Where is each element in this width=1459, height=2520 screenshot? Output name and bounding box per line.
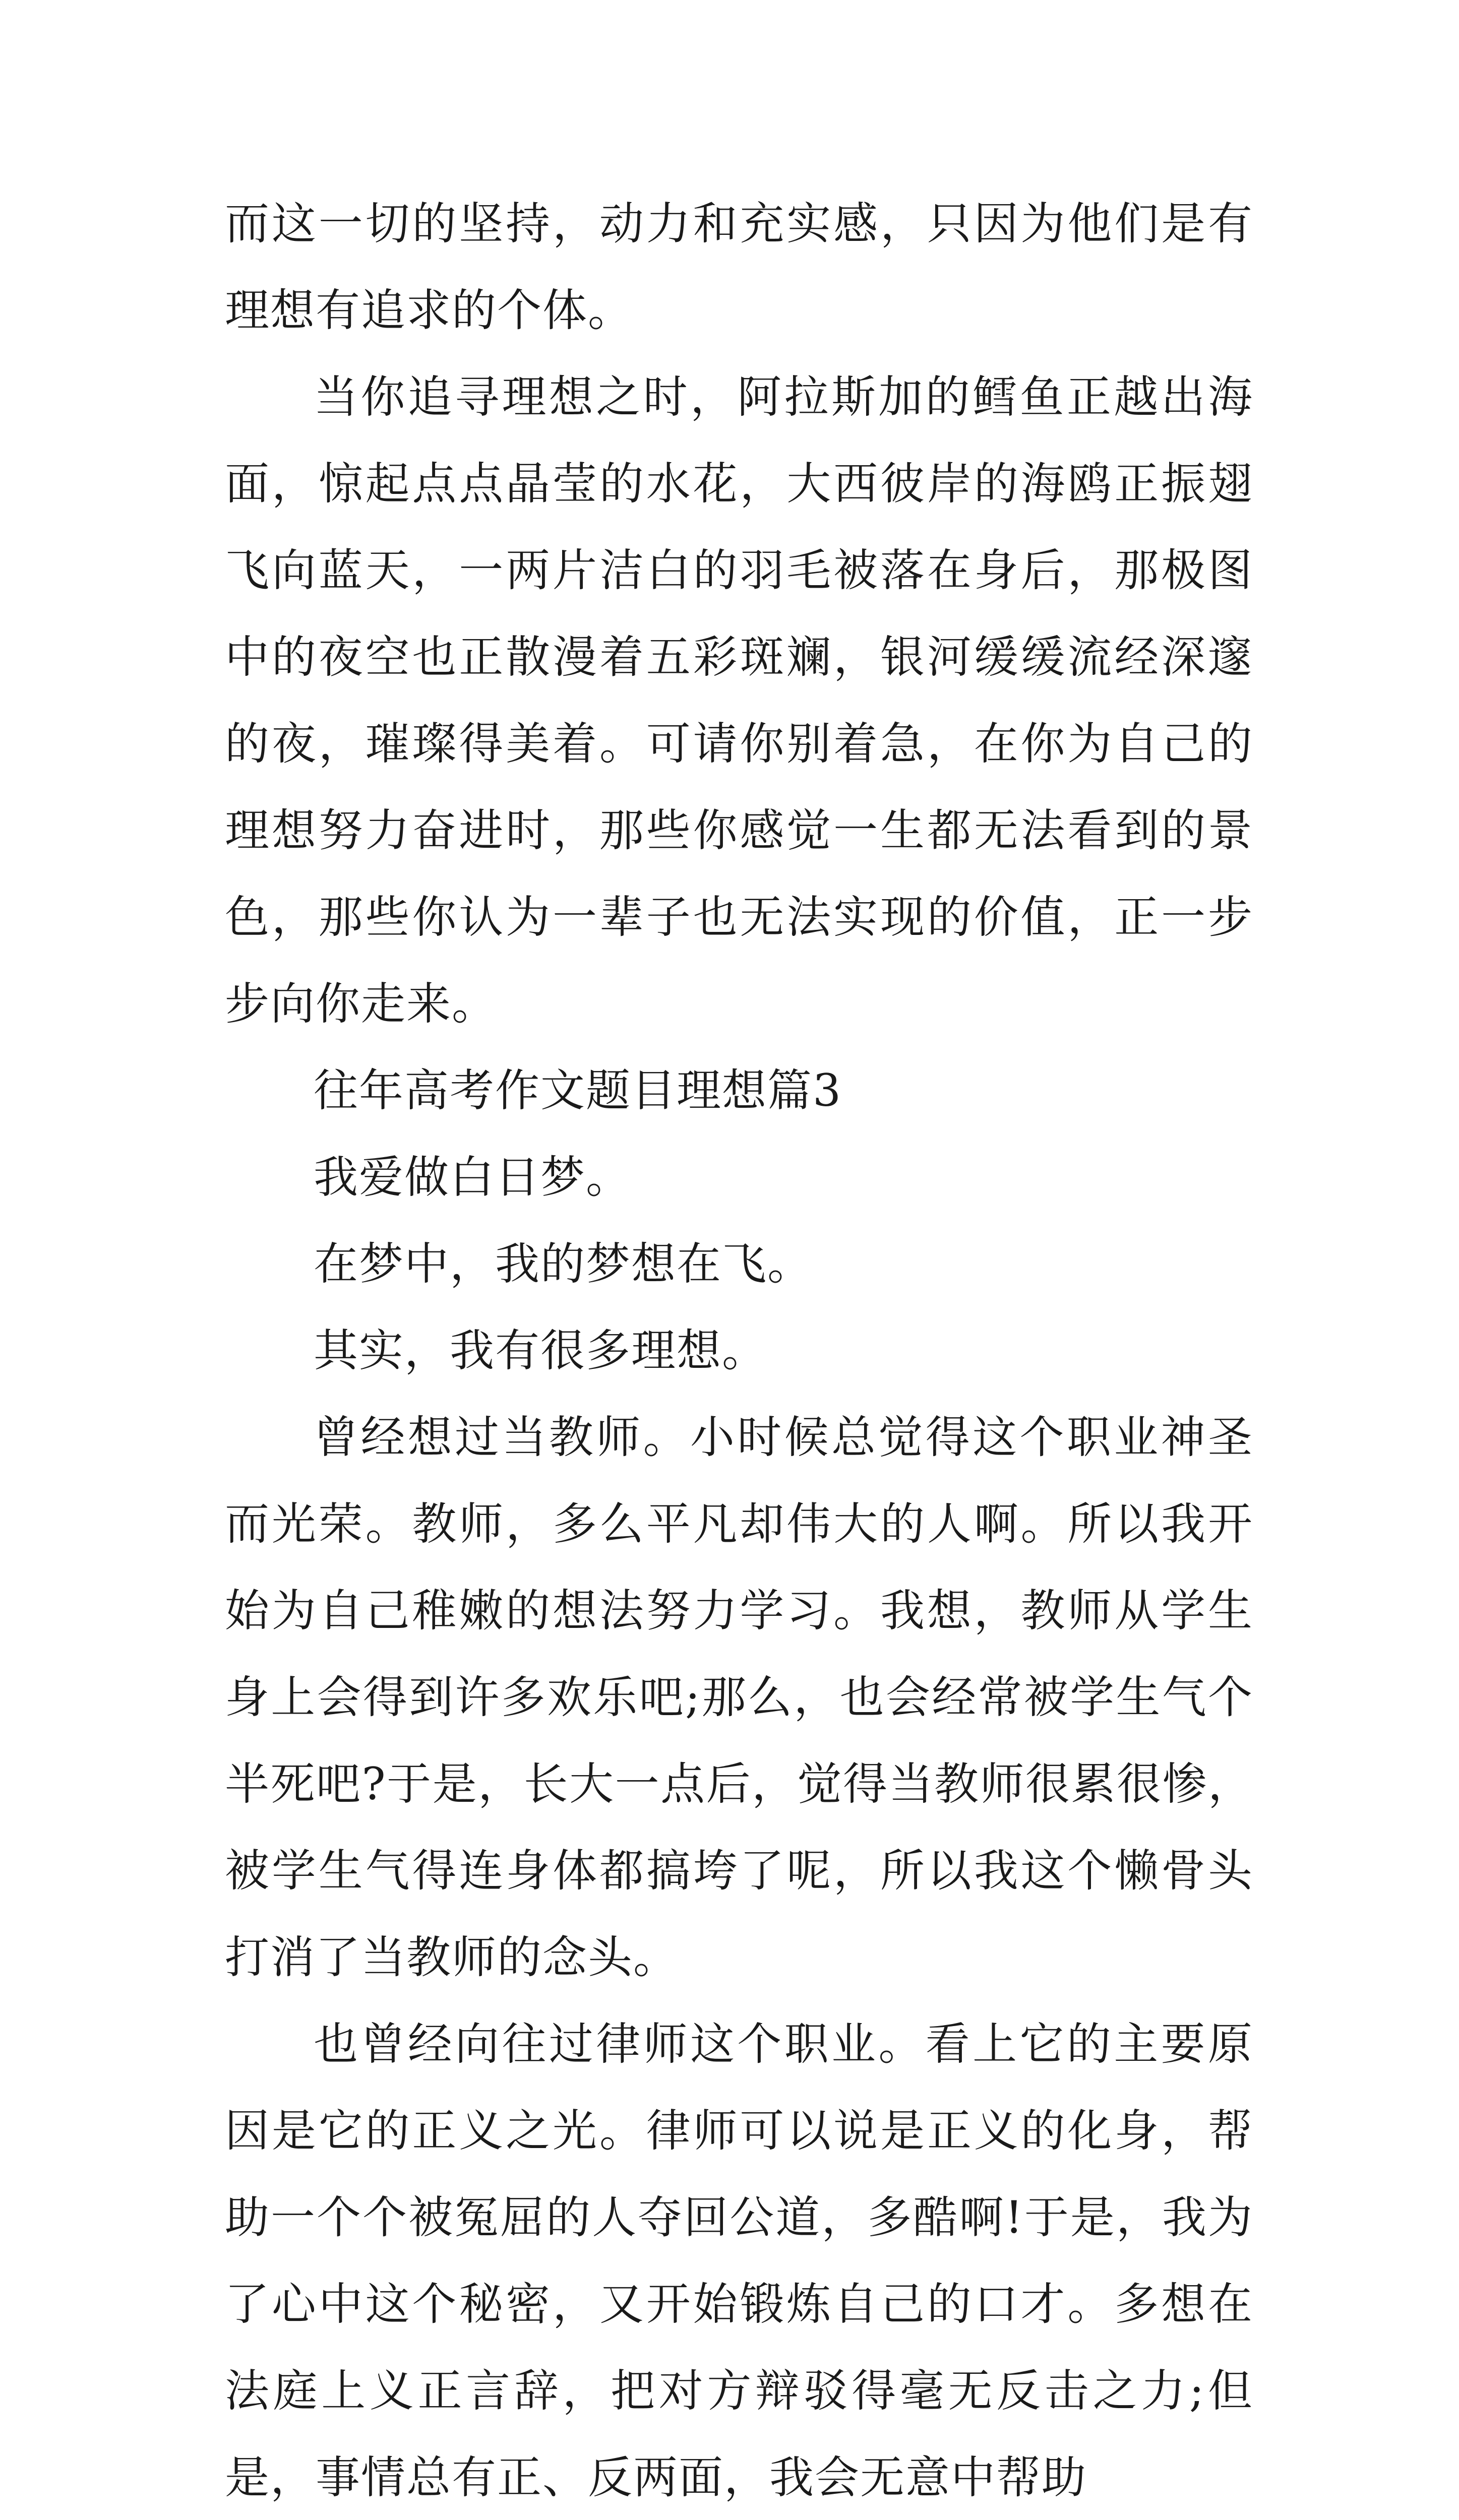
section-heading: 往年高考作文题目理想篇3 (314, 1064, 842, 1116)
paragraph-1: 而这一切的坚持，动力和充实感，只因为他们是有理想有追求的个体。 (225, 198, 1253, 336)
paragraph-2: 当你追寻理想之时，阿拉斯加的鳕鱼正越出海面，惊起点点晶莹的水花，大西彼岸的海鸥正振翅飞向蓝天，一两片洁白的羽毛被落在身后，那极图中的夜空也正散漫着五彩斑斓，银河缓缓流经深邃的夜，璀璨得美着。可请你别着急，在你为自己的理想努力奋进时，那些你感觉一生都无法看到的景色，那些你认为一辈子也无法实现的价值，正一步步向你走来。 (225, 371, 1253, 1030)
paragraph-4: 在梦中，我的梦想在飞。 (314, 1238, 813, 1290)
paragraph-5: 其实，我有很多理想。 (314, 1325, 768, 1376)
paragraph-7: 也曾经向往过律师这个职业。看上它的主要原因是它的正义之光。律师可以说是正义的化身，帮助一个个被冤屈的人夺回公道，多酷啊!于是，我为了心中这个秘密，又开始锻炼自己的口才。多想在法庭上义正言辞，把对方辩驳得毫无反击之力;但是，事情总有正、反两面，我会无意中帮助 (225, 2018, 1253, 2503)
paragraph-6: 曾经想过当教师。小时候总觉得这个职业神圣而光荣。教师，多么平凡却伟大的人啊。所以我开始为自己稚嫩的想法努力学习。我想，教师从学生身上会得到许多欢乐吧;那么，也会经常被学生气个半死吧?于是，长大一点后，觉得当教师很累很惨，被学生气得连身体都搞垮了呢，所以我这个懒骨头打消了当教师的念头。 (225, 1411, 1253, 1983)
document-body (225, 180, 1253, 2520)
paragraph-3: 我爱做白日梦。 (314, 1151, 632, 1203)
